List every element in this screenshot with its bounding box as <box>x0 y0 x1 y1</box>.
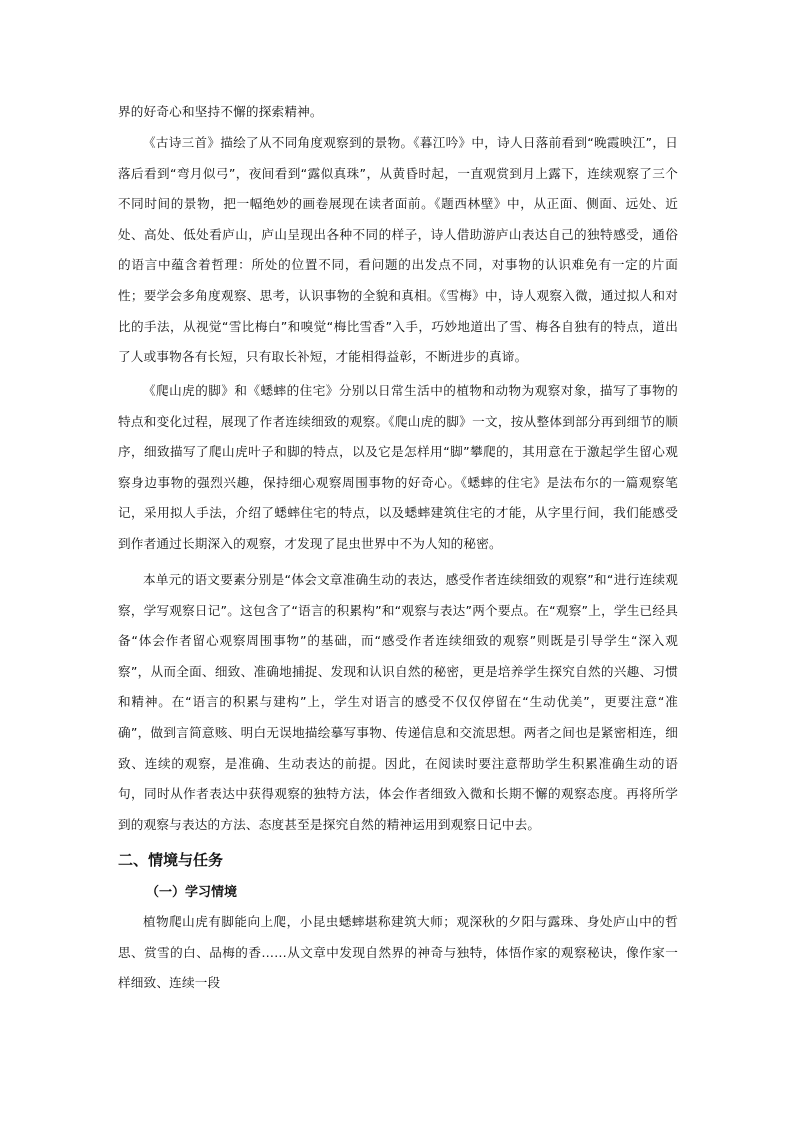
paragraph-learning-situation: 植物爬山虎有脚能向上爬，小昆虫蟋蟀堪称建筑大师；观深秋的夕阳与露珠、身处庐山中的哲思、赏雪的白、品梅的香……从文章中发现自然界的神奇与独特，体悟作家的观察秘诀，像作家一样细致、连续一段 <box>118 914 678 991</box>
paragraph-continuation: 界的好奇心和坚持不懈的探索精神。 <box>118 104 323 119</box>
subsection-heading-learning-situation: （一）学习情境 <box>146 885 238 900</box>
paragraph-ancient-poems: 《古诗三首》描绘了从不同角度观察到的景物。《暮江吟》中，诗人日落前看到“晚霞映江”，日落后看到“弯月似弓”，夜间看到“露似真珠”，从黄昏时起，一直观赏到月上露下，连续观察了三个不同时间的景物，把一幅绝妙的画卷展现在读者面前。《题西林壁》中，从正面、侧面、远处、近处、高处、低处看庐山，庐山呈现出各种不同的样子，诗人借助游庐山表达自己的独特感受，通俗的语言中蕴含着哲理：所处的位置不同，看问题的出发点不同，对事物的认识难免有一定的片面性；要学会多角度观察、思考，认识事物的全貌和真相。《雪梅》中，诗人观察入微，通过拟人和对比的手法，从视觉“雪比梅白”和嗅觉“梅比雪香”入手，巧妙地道出了雪、梅各自独有的特点，道出了人或事物各有长短，只有取长补短，才能相得益彰，不断进步的真谛。 <box>118 135 678 365</box>
section-heading-situation-task: 二、情境与任务 <box>118 851 224 869</box>
paragraph-language-elements: 本单元的语文要素分别是“体会文章准确生动的表达，感受作者连续细致的观察”和“进行连续观察，学写观察日记”。这包含了“语言的积累构”和“观察与表达”两个要点。在“观察”上，学生已经具备“体会作者留心观察周围事物”的基础，而“感受作者连续细致的观察”则既是引导学生“深入观察”，从而全面、细致、准确地捕捉、发现和认识自然的秘密，更是培养学生探究自然的兴趣、习惯和精神。在“语言的积累与建构”上，学生对语言的感受不仅仅停留在“生动优美”，更要注意“准确”，做到言简意赅、明白无误地描绘摹写事物、传递信息和交流思想。两者之间也是紧密相连，细致、连续的观察，是准确、生动表达的前提。因此，在阅读时要注意帮助学生积累准确生动的语句，同时从作者表达中获得观察的独特方法，体会作者细致入微和长期不懈的观察态度。再将所学到的观察与表达的方法、态度甚至是探究自然的精神运用到观察日记中去。 <box>118 572 678 832</box>
paragraph-observation-texts: 《爬山虎的脚》和《蟋蟀的住宅》分别以日常生活中的植物和动物为观察对象，描写了事物的特点和变化过程，展现了作者连续细致的观察。《爬山虎的脚》一文，按从整体到部分再到细节的顺序，细致描写了爬山虎叶子和脚的特点，以及它是怎样用“脚”攀爬的，其用意在于激起学生留心观察身边事物的强烈兴趣，保持细心观察周围事物的好奇心。《蟋蟀的住宅》是法布尔的一篇观察笔记，采用拟人手法，介绍了蟋蟀住宅的特点，以及蟋蟀建筑住宅的才能，从字里行间，我们能感受到作者通过长期深入的观察，才发现了昆虫世界中不为人知的秘密。 <box>118 383 678 551</box>
